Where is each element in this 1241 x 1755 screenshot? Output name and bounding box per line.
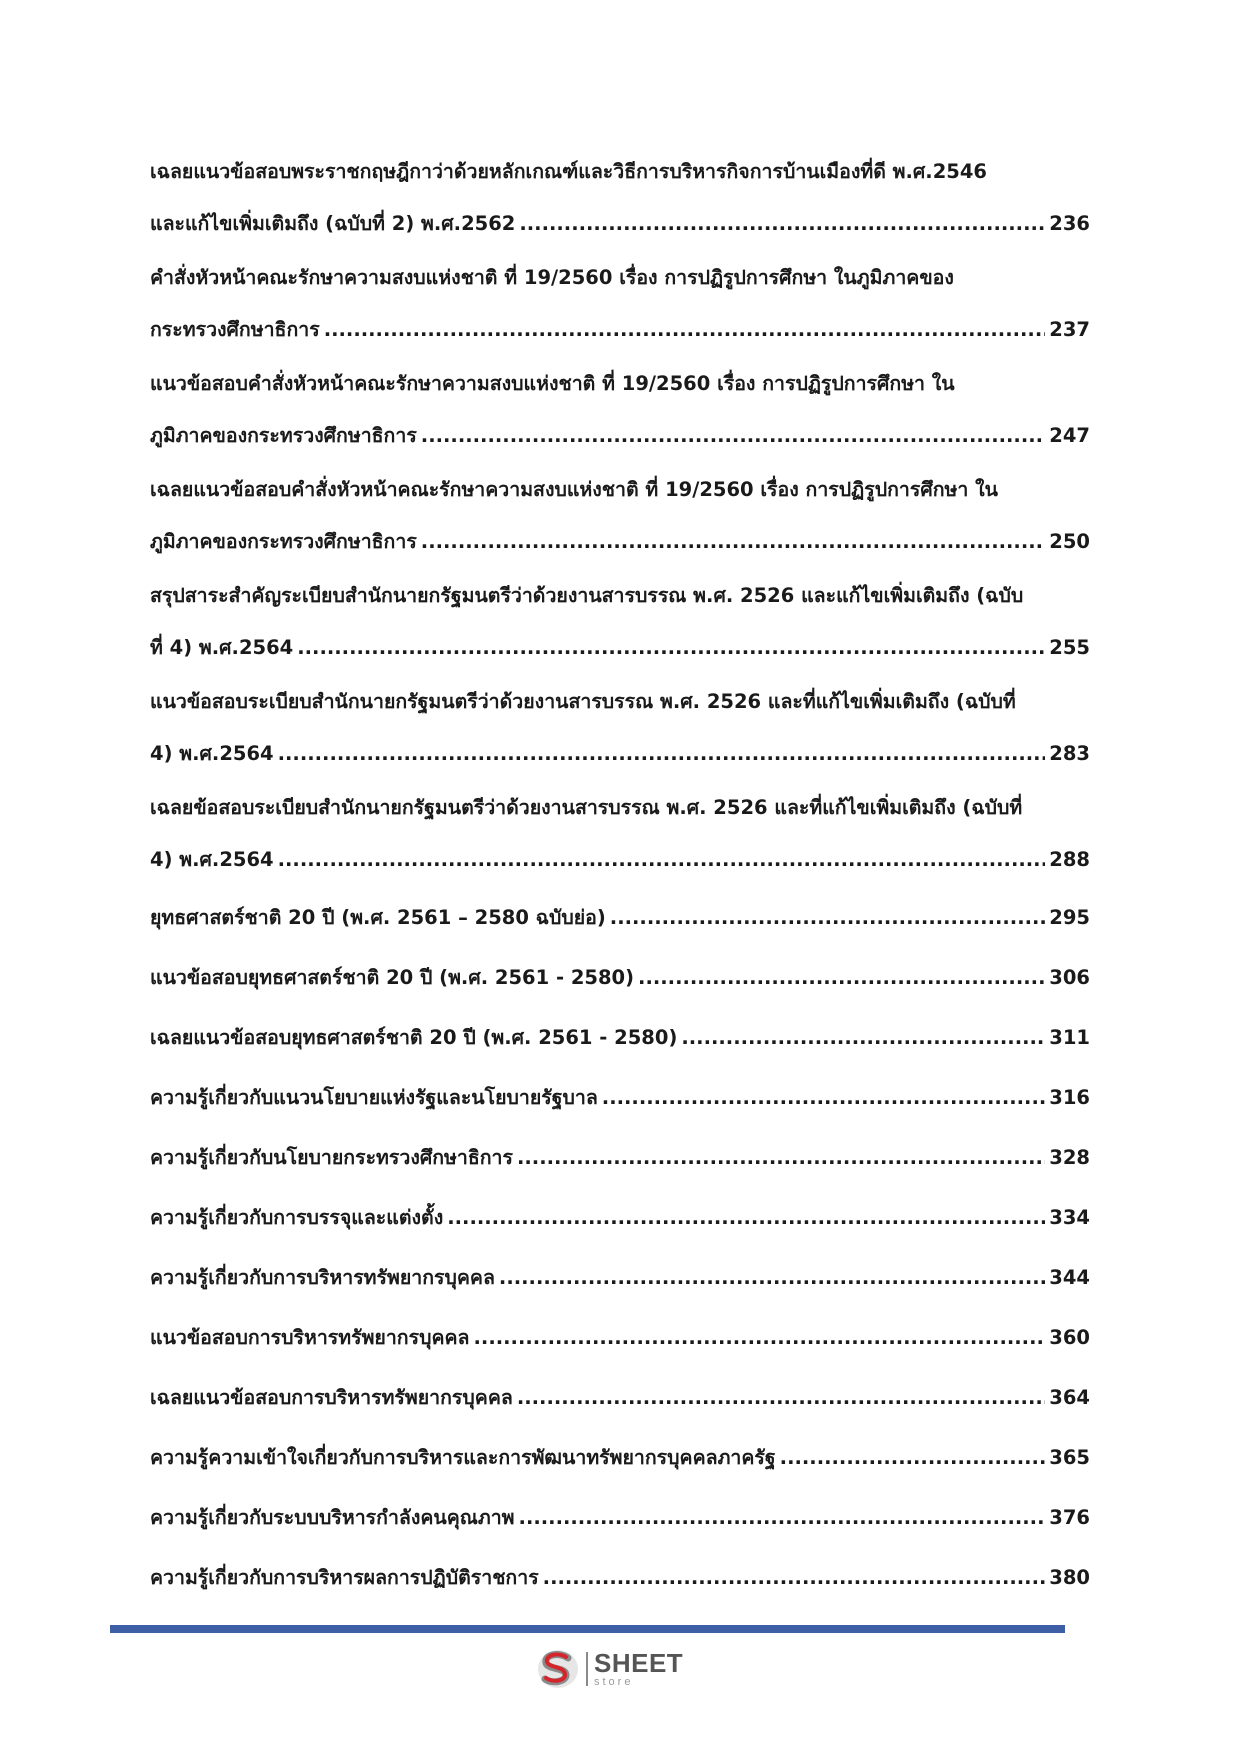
toc-entry[interactable] (150, 464, 1090, 568)
dot-leader (447, 1188, 1045, 1248)
dot-leader (610, 888, 1046, 948)
toc-entry-line (150, 676, 1090, 728)
toc-page-number: 236 (1049, 212, 1090, 235)
toc-page-number: 250 (1049, 530, 1090, 553)
sheet-store-logo (536, 1648, 683, 1690)
toc-entry-title: ความรู้เกี่ยวกับระบบบริหารกำลังคนคุณภาพ (150, 1506, 515, 1529)
dot-leader (474, 1308, 1046, 1368)
toc-entry[interactable] (150, 676, 1090, 780)
toc-entry-title: แนวข้อสอบยุทธศาสตร์ชาติ 20 ปี (พ.ศ. 2561 - 2580) (150, 966, 635, 989)
logo-divider (586, 1652, 588, 1686)
toc-entry-title: 4) พ.ศ.2564 (150, 742, 274, 765)
toc-entry-title: ภูมิภาคของกระทรวงศึกษาธิการ (150, 424, 417, 447)
toc-entry-title: ภูมิภาคของกระทรวงศึกษาธิการ (150, 530, 417, 553)
toc-entry-title: ความรู้เกี่ยวกับการบรรจุและแต่งตั้ง (150, 1206, 444, 1229)
toc-entry-title: เฉลยแนวข้อสอบพระราชกฤษฎีกาว่าด้วยหลักเกณฑ์และวิธีการบริหารกิจการบ้านเมืองที่ดี พ.ศ.2546 (150, 160, 987, 183)
dot-leader (517, 1128, 1045, 1188)
toc-entry-title: แนวข้อสอบคำสั่งหัวหน้าคณะรักษาความสงบแห่งชาติ ที่ 19/2560 เรื่อง การปฏิรูปการศึกษา ใน (150, 372, 955, 395)
toc-entry-last-line (150, 1128, 1090, 1188)
dot-leader (278, 728, 1046, 780)
dot-leader (421, 410, 1045, 462)
toc-entry-title: เฉลยแนวข้อสอบการบริหารทรัพยากรบุคคล (150, 1386, 513, 1409)
toc-entry-last-line (150, 198, 1090, 250)
toc-entry-title: คำสั่งหัวหน้าคณะรักษาความสงบแห่งชาติ ที่ 19/2560 เรื่อง การปฏิรูปการศึกษา ในภูมิภาคของ (150, 266, 954, 289)
toc-page-number: 247 (1049, 424, 1090, 447)
toc-entry-title: ความรู้ความเข้าใจเกี่ยวกับการบริหารและการพัฒนาทรัพยากรบุคคลภาครัฐ (150, 1446, 776, 1469)
dot-leader (681, 1008, 1045, 1068)
toc-entry-title: แนวข้อสอบการบริหารทรัพยากรบุคคล (150, 1326, 470, 1349)
toc-entry-last-line (150, 728, 1090, 780)
toc-entry-title: ความรู้เกี่ยวกับการบริหารทรัพยากรบุคคล (150, 1266, 495, 1289)
toc-entry[interactable] (150, 146, 1090, 250)
toc-page-number: 306 (1049, 966, 1090, 989)
toc-entry-line (150, 358, 1090, 410)
toc-entry-last-line (150, 1428, 1090, 1488)
toc-page-number: 380 (1049, 1566, 1090, 1589)
toc-entry-title: 4) พ.ศ.2564 (150, 848, 274, 871)
toc-entry-last-line (150, 1068, 1090, 1128)
toc-entry[interactable] (150, 1428, 1090, 1488)
toc-entry-last-line (150, 622, 1090, 674)
toc-entry[interactable] (150, 948, 1090, 1008)
toc-entry-title: ความรู้เกี่ยวกับการบริหารผลการปฏิบัติราชการ (150, 1566, 539, 1589)
toc-entry-line (150, 146, 1090, 198)
toc-entry[interactable] (150, 782, 1090, 886)
toc-page-number: 237 (1049, 318, 1090, 341)
toc-entry[interactable] (150, 1128, 1090, 1188)
toc-entry-title: ความรู้เกี่ยวกับนโยบายกระทรวงศึกษาธิการ (150, 1146, 513, 1169)
toc-entry-last-line (150, 410, 1090, 462)
dot-leader (543, 1548, 1046, 1608)
toc-entry-last-line (150, 304, 1090, 356)
toc-page-number: 364 (1049, 1386, 1090, 1409)
toc-entry-line (150, 782, 1090, 834)
footer-rule (110, 1625, 1065, 1633)
toc-page-number: 311 (1049, 1026, 1090, 1049)
toc-page-number: 365 (1049, 1446, 1090, 1469)
toc-entry-last-line (150, 834, 1090, 886)
toc-entry[interactable] (150, 1068, 1090, 1128)
toc-entry-title: และแก้ไขเพิ่มเติมถึง (ฉบับที่ 2) พ.ศ.2562 (150, 212, 516, 235)
dot-leader (499, 1248, 1045, 1308)
toc-entry-title: แนวข้อสอบระเบียบสำนักนายกรัฐมนตรีว่าด้วยงานสารบรรณ พ.ศ. 2526 และที่แก้ไขเพิ่มเติมถึง (ฉบับที่ (150, 690, 1016, 713)
toc-page-number: 288 (1049, 848, 1090, 871)
sheet-store-s-logo-icon (536, 1648, 580, 1690)
toc-entry[interactable] (150, 570, 1090, 674)
toc-entry-last-line (150, 1248, 1090, 1308)
toc-entry-line (150, 252, 1090, 304)
toc-entry-title: สรุปสาระสำคัญระเบียบสำนักนายกรัฐมนตรีว่าด้วยงานสารบรรณ พ.ศ. 2526 และแก้ไขเพิ่มเติมถึง (ฉบับ (150, 584, 1024, 607)
toc-entry-last-line (150, 1368, 1090, 1428)
toc-page-number: 255 (1049, 636, 1090, 659)
toc-entry-title: เฉลยแนวข้อสอบยุทธศาสตร์ชาติ 20 ปี (พ.ศ. 2561 - 2580) (150, 1026, 678, 1049)
toc-entry-line (150, 570, 1090, 622)
dot-leader (602, 1068, 1045, 1128)
toc-page-number: 376 (1049, 1506, 1090, 1529)
toc-page-number: 360 (1049, 1326, 1090, 1349)
toc-entry[interactable] (150, 1308, 1090, 1368)
toc-page-number: 334 (1049, 1206, 1090, 1229)
toc-entry[interactable] (150, 1368, 1090, 1428)
toc-entry-last-line (150, 948, 1090, 1008)
dot-leader (519, 198, 1045, 250)
toc-entry[interactable] (150, 358, 1090, 462)
toc-entry-last-line (150, 1308, 1090, 1368)
dot-leader (324, 304, 1046, 356)
toc-entry-last-line (150, 1188, 1090, 1248)
toc-entry-title: ความรู้เกี่ยวกับแนวนโยบายแห่งรัฐและนโยบายรัฐบาล (150, 1086, 598, 1109)
toc-entry[interactable] (150, 1008, 1090, 1068)
toc-entry[interactable] (150, 1488, 1090, 1548)
toc-entry-title: เฉลยข้อสอบระเบียบสำนักนายกรัฐมนตรีว่าด้วยงานสารบรรณ พ.ศ. 2526 และที่แก้ไขเพิ่มเติมถึง (ฉบับที่ (150, 796, 1023, 819)
toc-entry-title: ที่ 4) พ.ศ.2564 (150, 636, 294, 659)
dot-leader (517, 1368, 1045, 1428)
logo-word-main: SHEET (594, 1648, 684, 1678)
toc-entry-title: เฉลยแนวข้อสอบคำสั่งหัวหน้าคณะรักษาความสงบแห่งชาติ ที่ 19/2560 เรื่อง การปฏิรูปการศึกษา ใน (150, 478, 998, 501)
toc-entry-line (150, 464, 1090, 516)
logo-word-sub: store (594, 1676, 634, 1688)
toc-entry[interactable] (150, 1248, 1090, 1308)
toc-entry[interactable] (150, 1188, 1090, 1248)
toc-entry-title: ยุทธศาสตร์ชาติ 20 ปี (พ.ศ. 2561 – 2580 ฉบับย่อ) (150, 906, 606, 929)
toc-page-number: 295 (1049, 906, 1090, 929)
table-of-contents (150, 146, 1090, 1608)
dot-leader (638, 948, 1045, 1008)
dot-leader (780, 1428, 1046, 1488)
toc-entry[interactable] (150, 252, 1090, 356)
toc-entry-last-line (150, 1488, 1090, 1548)
dot-leader (297, 622, 1045, 674)
dot-leader (519, 1488, 1046, 1548)
toc-page-number: 316 (1049, 1086, 1090, 1109)
toc-page-number: 328 (1049, 1146, 1090, 1169)
dot-leader (278, 834, 1046, 886)
toc-page-number: 283 (1049, 742, 1090, 765)
toc-entry-last-line (150, 1008, 1090, 1068)
toc-entry-last-line (150, 1548, 1090, 1608)
toc-entry-title: กระทรวงศึกษาธิการ (150, 318, 320, 341)
toc-entry-last-line (150, 888, 1090, 948)
toc-entry-last-line (150, 516, 1090, 568)
toc-entry[interactable] (150, 888, 1090, 948)
dot-leader (421, 516, 1045, 568)
toc-entry[interactable] (150, 1548, 1090, 1608)
toc-page-number: 344 (1049, 1266, 1090, 1289)
